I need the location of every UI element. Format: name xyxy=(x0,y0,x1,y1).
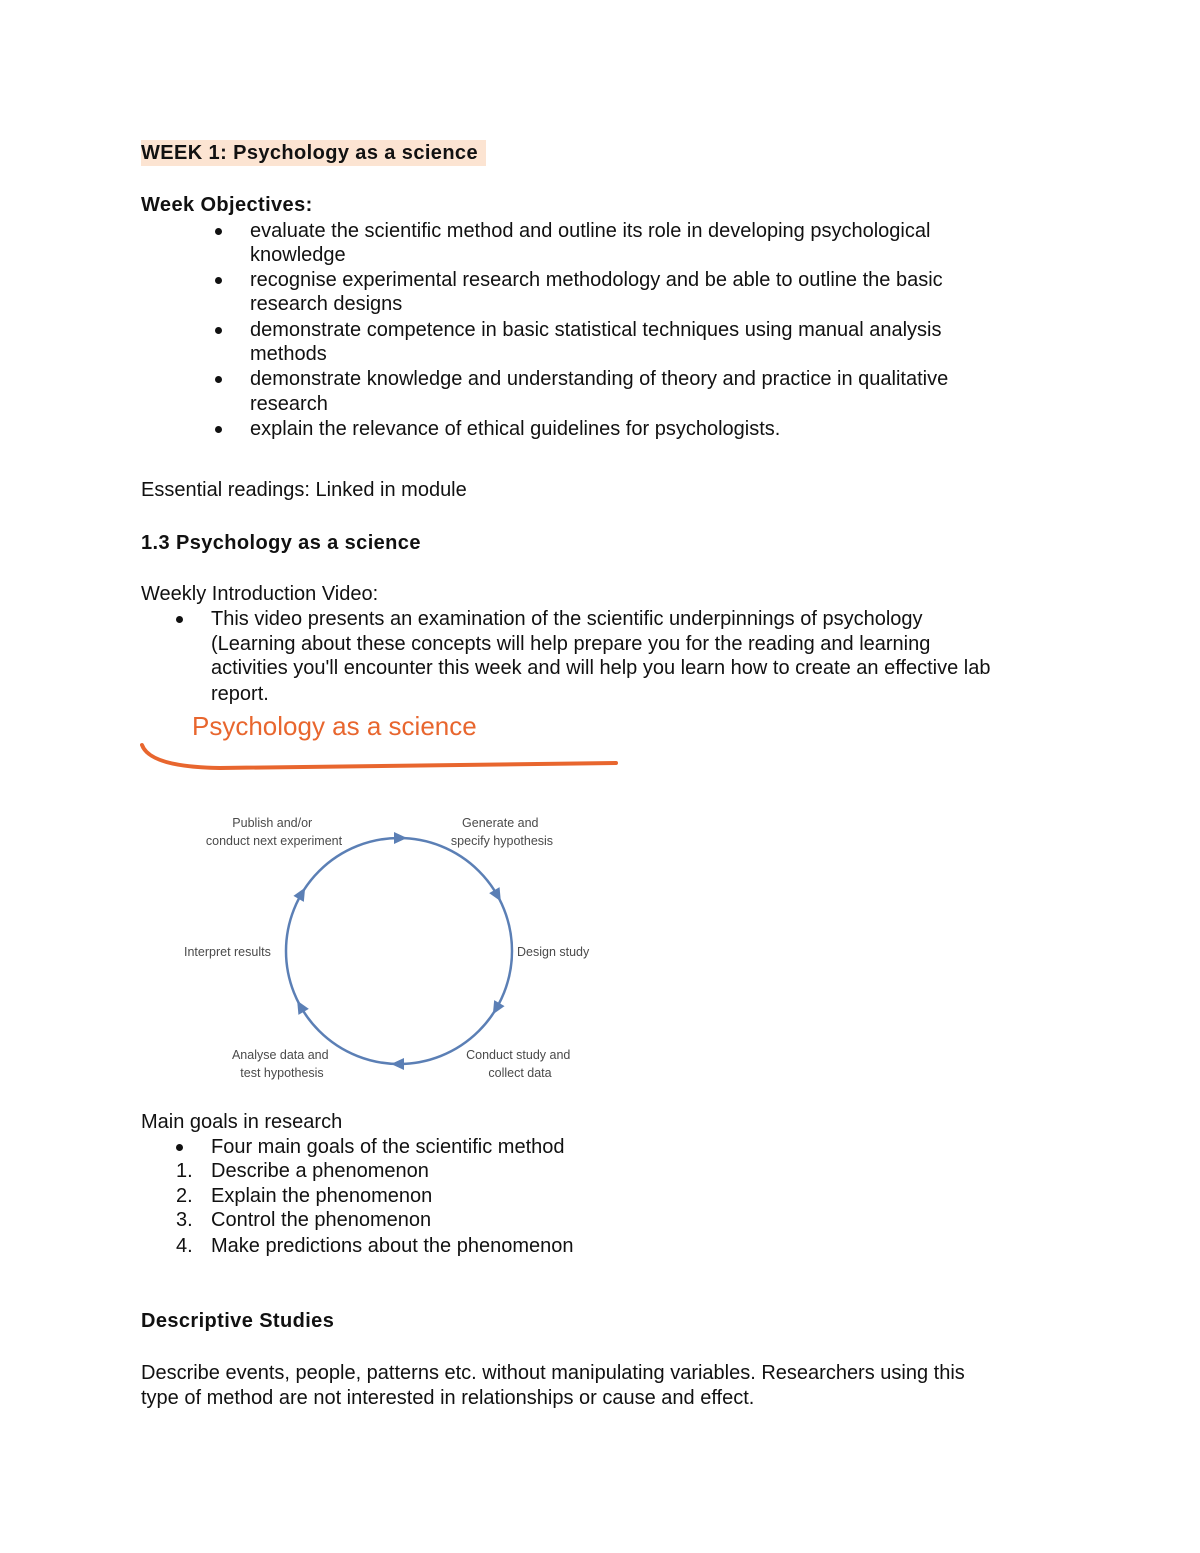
page-title-text: WEEK 1: Psychology as a science xyxy=(141,140,486,166)
essential-readings: Essential readings: Linked in module xyxy=(141,479,467,501)
bullet-icon xyxy=(176,1144,183,1151)
bullet-icon xyxy=(176,616,183,623)
page-title xyxy=(141,141,486,166)
goal-number: 4. xyxy=(176,1235,193,1257)
objective-item-line: demonstrate competence in basic statistical techniques using manual analysis xyxy=(250,319,942,341)
video-label: Weekly Introduction Video: xyxy=(141,583,379,605)
objective-item-line: research xyxy=(250,393,328,415)
cycle-circle xyxy=(286,838,512,1064)
diagram-title-underline xyxy=(142,745,616,768)
step-generate-hypothesis: Generate and specify hypothesis xyxy=(450,816,554,848)
step-interpret-results: Interpret results xyxy=(184,945,271,959)
diagram-title: Psychology as a science xyxy=(192,711,477,741)
goal-item: Control the phenomenon xyxy=(211,1209,432,1231)
goals-heading: Main goals in research xyxy=(141,1111,343,1133)
objective-item-line: research designs xyxy=(250,293,403,315)
bullet-icon xyxy=(215,277,222,284)
goal-number: 3. xyxy=(176,1209,193,1231)
bullet-icon xyxy=(215,426,222,433)
objective-item-line: evaluate the scientific method and outline its role in developing psychological xyxy=(250,220,931,242)
bullet-icon xyxy=(215,376,222,383)
goals-bullet-text: Four main goals of the scientific method xyxy=(211,1136,565,1158)
cycle-arrow-icon xyxy=(391,1058,404,1070)
video-description-line: activities you'll encounter this week and will help you learn how to create an effective lab xyxy=(211,657,991,679)
section-heading: 1.3 Psychology as a science xyxy=(141,532,421,554)
step-conduct-study: Conduct study and collect data xyxy=(466,1048,571,1080)
step-publish: Publish and/or conduct next experiment xyxy=(205,816,343,848)
step-design-study: Design study xyxy=(517,945,590,959)
descriptive-text-line: type of method are not interested in relationships or cause and effect. xyxy=(141,1387,755,1409)
goal-item: Make predictions about the phenomenon xyxy=(211,1235,574,1257)
objective-item-line: demonstrate knowledge and understanding of theory and practice in qualitative xyxy=(250,368,949,390)
video-description-line: (Learning about these concepts will help prepare you for the reading and learning xyxy=(211,633,931,655)
objective-item-line: recognise experimental research methodology and be able to outline the basic xyxy=(250,269,943,291)
goal-item: Explain the phenomenon xyxy=(211,1185,433,1207)
objective-item-line: knowledge xyxy=(250,244,346,266)
descriptive-heading: Descriptive Studies xyxy=(141,1310,335,1332)
cycle-arrow-icon xyxy=(394,832,407,844)
goal-number: 2. xyxy=(176,1185,193,1207)
goal-item: Describe a phenomenon xyxy=(211,1160,429,1182)
bullet-icon xyxy=(215,327,222,334)
descriptive-text-line: Describe events, people, patterns etc. without manipulating variables. Researchers using this xyxy=(141,1362,965,1384)
objective-item-line: methods xyxy=(250,343,327,365)
objective-item-line: explain the relevance of ethical guidelines for psychologists. xyxy=(250,418,781,440)
bullet-icon xyxy=(215,228,222,235)
goal-number: 1. xyxy=(176,1160,193,1182)
scientific-method-cycle-diagram xyxy=(140,705,620,1085)
video-description-line: report. xyxy=(211,683,269,705)
objectives-heading: Week Objectives: xyxy=(141,194,313,216)
video-description-line: This video presents an examination of the scientific underpinnings of psychology xyxy=(211,608,923,630)
step-analyse-data: Analyse data and test hypothesis xyxy=(231,1048,329,1080)
